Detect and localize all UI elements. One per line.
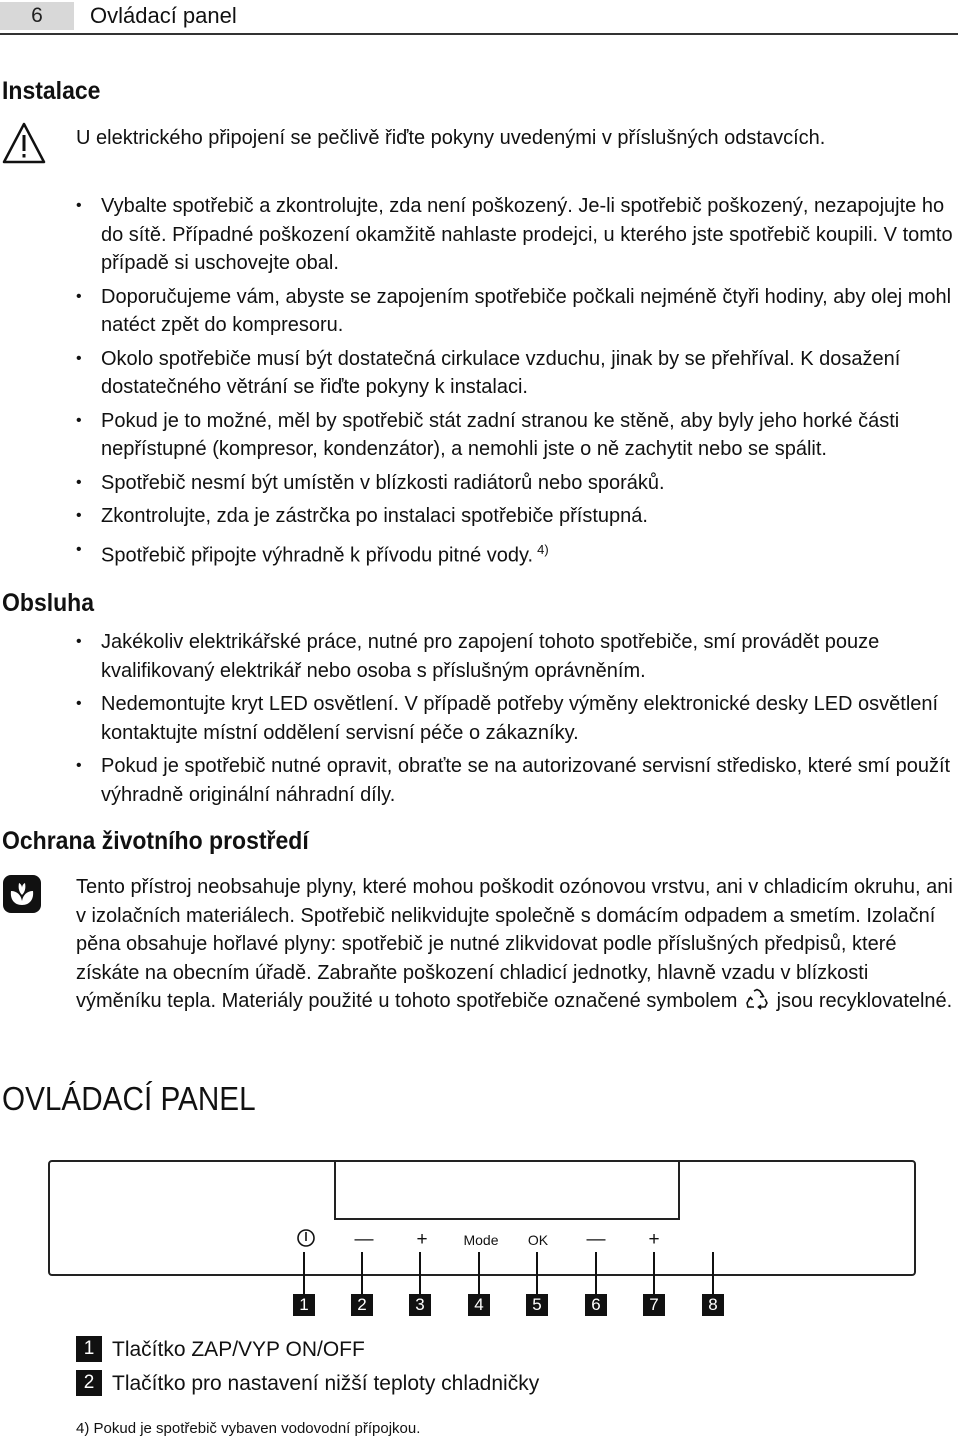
control-panel-diagram [48,1160,916,1276]
obsluha-bullet-list [76,628,956,814]
environment-text-end: jsou recyklovatelné. [776,990,953,1012]
list-item: • Okolo spotřebiče musí být dostatečná cirkulace vzduchu, jinak by se přehříval. K dosažení dostatečného větrání se řiďte pokyny k instalaci. [76,345,956,402]
callout-line [653,1252,655,1294]
environment-text: Tento přístroj neobsahuje plyny, které mohou poškodit ozónovou vrstvu, ani v chladicím okruhu, ani v izolačních materiálech. Spotřebič nelikvidujte společně s domácím odpadem a smetím. Izolační pěna obsahuje hořlavé plyny: spotřebič je nutné zlikvidovat podle příslušných předpisů, které získáte na obecním úřadě. Zabraňte poškození chladicí jednotky, hlavně vzadu v blízkosti výměníku tepla. Materiály použité u tohoto spotřebiče označené symbolem [76,876,953,1012]
power-icon [295,1227,317,1249]
legend-number: 2 [76,1370,102,1396]
legend-text: Tlačítko pro nastavení nižší teploty chladničky [112,1372,540,1395]
legend-number: 1 [76,1336,102,1362]
callout-line [478,1252,480,1294]
section-heading-instalace: Instalace [2,77,101,105]
callout-line [419,1252,421,1294]
list-item: • Vybalte spotřebič a zkontrolujte, zda není poškozený. Je-li spotřebič poškozený, nezapojujte ho do sítě. Případné poškození okamžitě nahlaste prodejci, u kterého jste spotřebič koupili. V tomto případě si uschovejte obal. [76,192,956,278]
list-item: • Zkontrolujte, zda je zástrčka po instalaci spotřebiče přístupná. [76,502,956,531]
callout-number: 5 [526,1294,548,1316]
callout-line [303,1252,305,1294]
list-item: • Nedemontujte kryt LED osvětlení. V případě potřeby výměny elektronické desky LED osvětlení kontaktujte místní oddělení servisní péče o zákazníky. [76,690,956,747]
instalace-bullet-list [76,192,956,575]
legend-text: Tlačítko ZAP/VYP ON/OFF [112,1338,365,1361]
header-rule [0,33,958,35]
warning-text: U elektrického připojení se pečlivě řiďte pokyny uvedenými v příslušných odstavcích. [76,127,826,149]
callout-line [361,1252,363,1294]
panel-minus-button-freezer: — [586,1229,606,1250]
callout-line [595,1252,597,1294]
warning-triangle-icon [2,122,46,164]
panel-ok-button: OK [527,1232,549,1248]
list-item: • Doporučujeme vám, abyste se zapojením spotřebiče počkali nejméně čtyři hodiny, aby olej mohl natéct zpět do kompresoru. [76,283,956,340]
section-heading-ochrana: Ochrana životního prostředí [2,827,309,855]
panel-mode-button: Mode [463,1232,499,1248]
callout-number: 7 [643,1294,665,1316]
list-item: • Pokud je to možné, měl by spotřebič stát zadní stranou ke stěně, aby byly jeho horké části nepřístupné (kompresor, kondenzátor), a nemohli jste o ně zachytit nebo se spálit. [76,407,956,464]
legend-row [76,1336,365,1364]
running-header-title: Ovládací panel [90,3,237,28]
callout-number: 3 [409,1294,431,1316]
list-item: • Jakékoliv elektrikářské práce, nutné pro zapojení tohoto spotřebiče, smí provádět pouze kvalifikovaný elektrikář nebo osoba s příslušným oprávněním. [76,628,956,685]
footnote: 4) Pokud je spotřebič vybaven vodovodní přípojkou. [76,1420,421,1437]
callout-number: 4 [468,1294,490,1316]
panel-minus-button-fridge: — [354,1229,374,1250]
environment-leaf-icon [2,874,42,914]
list-item-text: Spotřebič připojte výhradně k přívodu pitné vody. [101,544,534,567]
callout-number: 1 [293,1294,315,1316]
page-number: 6 [0,2,74,30]
list-item: • Pokud je spotřebič nutné opravit, obraťte se na autorizované servisní středisko, které smí použít výhradně originální náhradní díly. [76,752,956,809]
list-item: • Spotřebič nesmí být umístěn v blízkosti radiátorů nebo sporáků. [76,469,956,498]
panel-plus-button-freezer: + [648,1229,660,1250]
callout-line [712,1252,714,1294]
environment-paragraph [76,873,956,1016]
list-item [76,536,956,570]
callout-line [536,1252,538,1294]
footnote-reference: 4) [537,541,549,557]
display-area [334,1160,680,1220]
callout-number: 8 [702,1294,724,1316]
callout-number: 6 [585,1294,607,1316]
panel-power-button [286,1227,326,1253]
section-heading-obsluha: Obsluha [2,589,95,617]
legend-row [76,1370,539,1398]
recycle-icon [745,988,769,1010]
callout-number: 2 [351,1294,373,1316]
panel-plus-button-fridge: + [416,1229,428,1250]
section-heading-ovladaci-panel: OVLÁDACÍ PANEL [2,1080,256,1117]
